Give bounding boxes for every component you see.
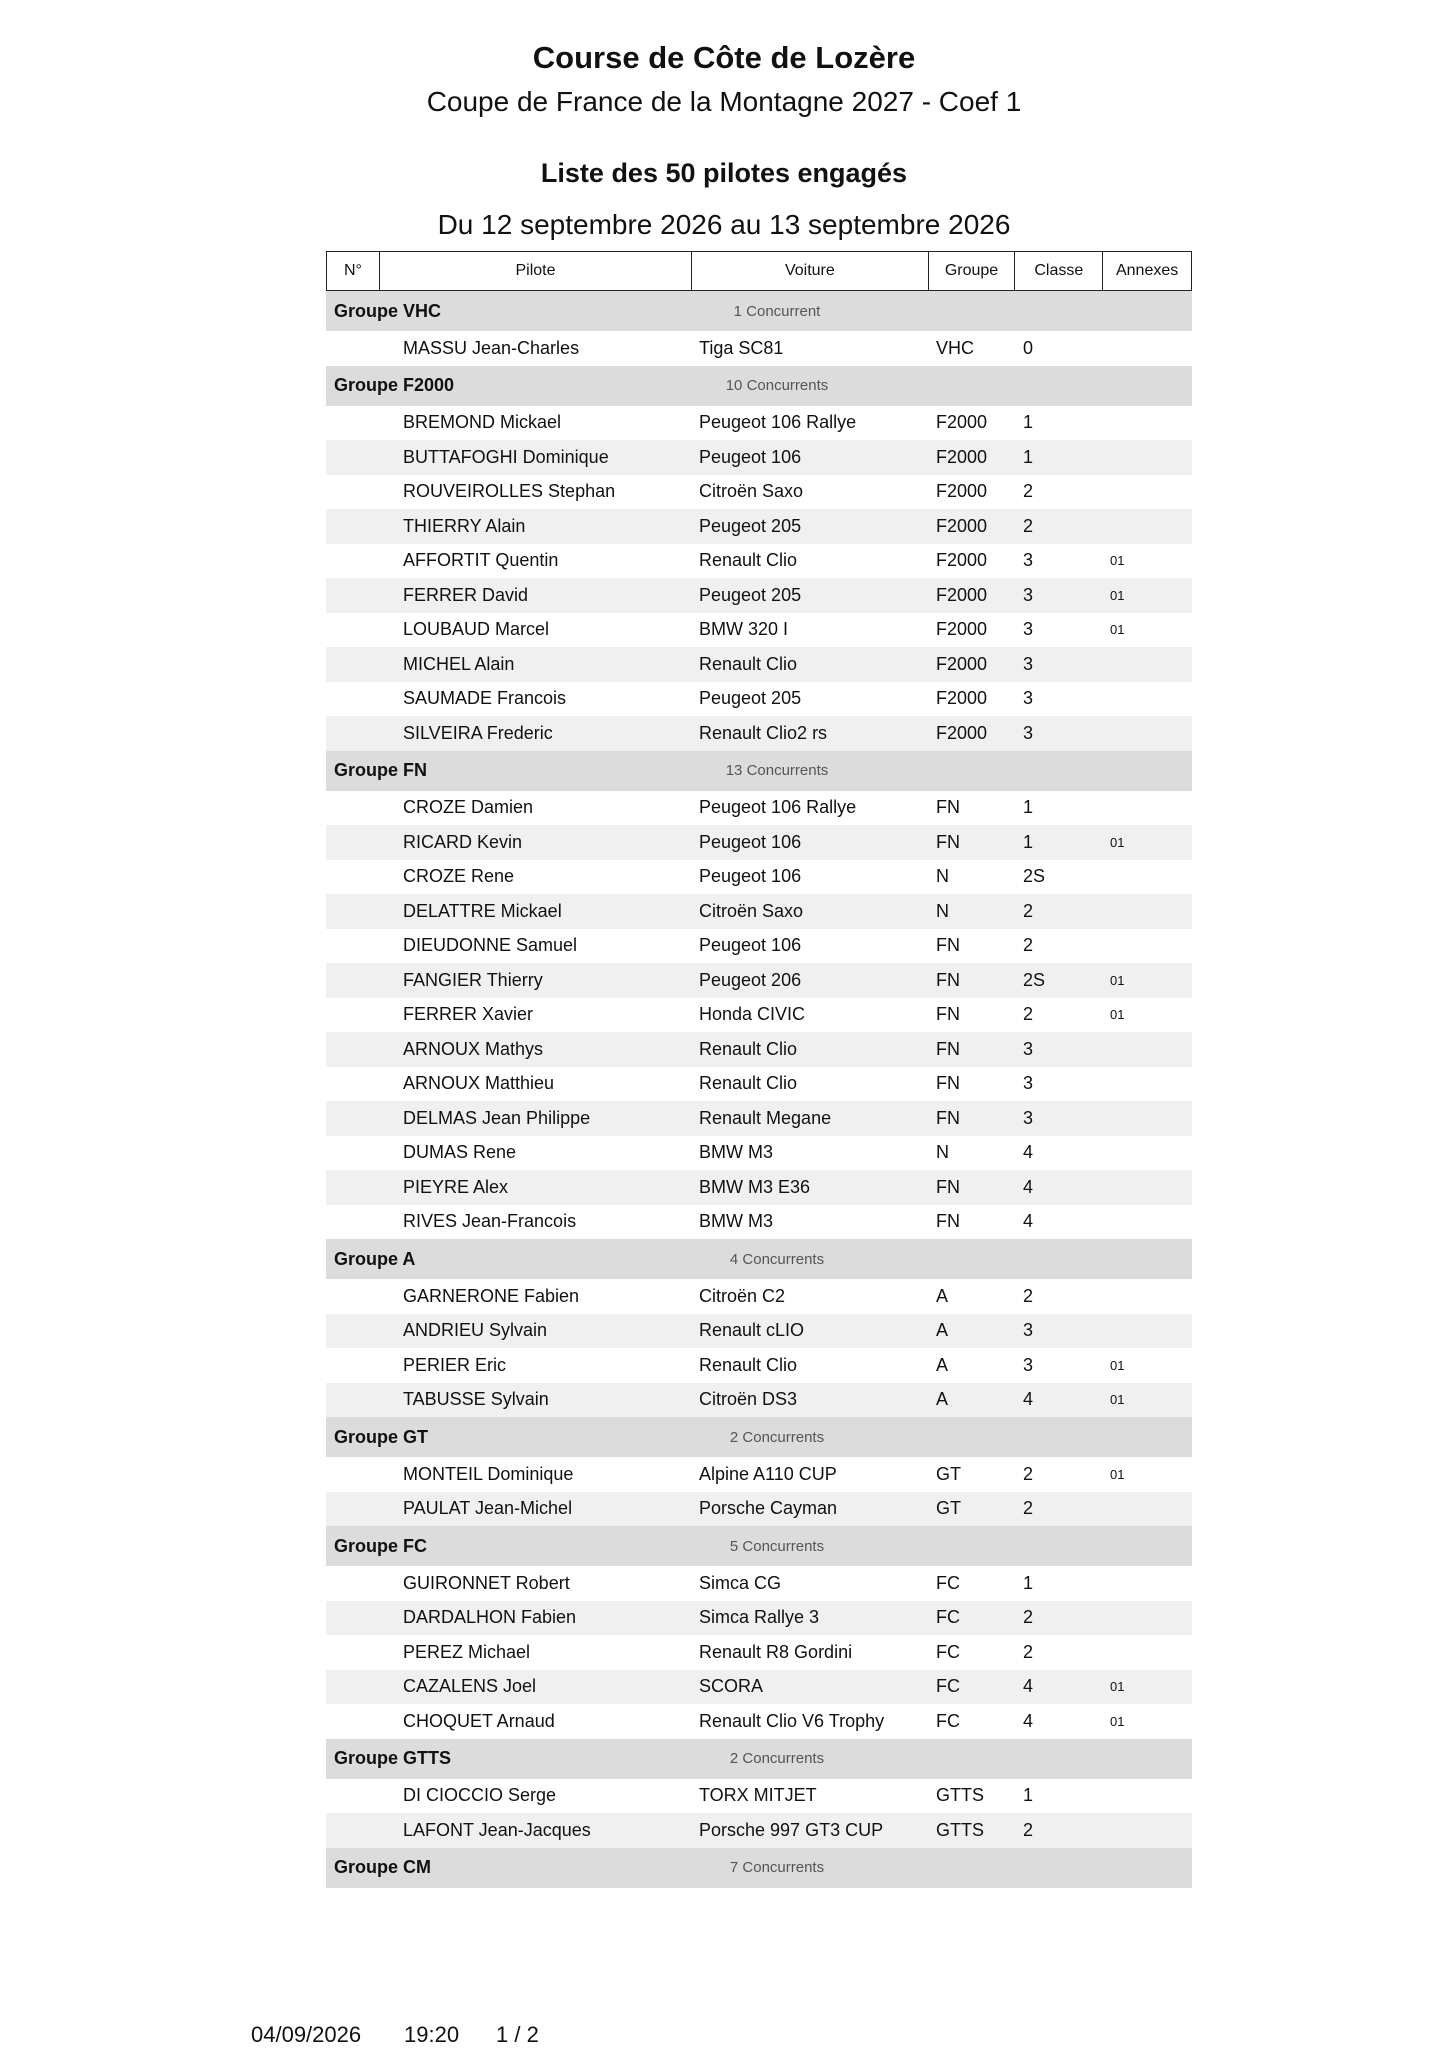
table-row (326, 406, 1192, 441)
cell-classe: 3 (1023, 1320, 1034, 1341)
cell-voiture: TORX MITJET (699, 1785, 817, 1806)
cell-annexes: 01 (1110, 1357, 1125, 1373)
group-name: Groupe A (334, 1248, 416, 1269)
table-row (326, 475, 1192, 510)
cell-classe: 2 (1023, 1498, 1034, 1519)
cell-annexes: 01 (1110, 1713, 1125, 1729)
group-count: 5 Concurrents (729, 1537, 825, 1555)
group-header-row (326, 1417, 1192, 1457)
table-row (326, 1136, 1192, 1171)
table-row (326, 1279, 1192, 1314)
cell-classe: 4 (1023, 1211, 1034, 1232)
cell-classe: 0 (1023, 337, 1034, 358)
cell-annexes: 01 (1110, 553, 1125, 569)
cell-classe: 1 (1023, 1572, 1034, 1593)
cell-voiture: Peugeot 106 (699, 866, 802, 887)
table-row (326, 1032, 1192, 1067)
cell-groupe: FC (936, 1710, 960, 1731)
cell-classe: 2 (1023, 1285, 1034, 1306)
cell-classe: 1 (1023, 412, 1034, 433)
cell-groupe: FC (936, 1676, 960, 1697)
cell-annexes: 01 (1110, 1679, 1125, 1695)
cell-annexes: 01 (1110, 1007, 1125, 1023)
table-row (326, 894, 1192, 929)
cell-voiture: Porsche 997 GT3 CUP (699, 1819, 884, 1840)
cell-voiture: Renault Clio2 rs (699, 722, 828, 743)
cell-voiture: Renault Clio (699, 653, 798, 674)
table-row (326, 1067, 1192, 1102)
cell-classe: 2 (1023, 1819, 1034, 1840)
cell-annexes: 01 (1110, 1466, 1125, 1482)
group-name: Groupe F2000 (334, 375, 455, 395)
cell-groupe: F2000 (936, 584, 988, 605)
cell-voiture: Tiga SC81 (699, 337, 784, 358)
cell-voiture: Renault Clio (699, 1073, 798, 1094)
group-header-row (326, 751, 1192, 791)
cell-pilote: MICHEL Alain (403, 653, 515, 674)
cell-groupe: N (936, 1142, 949, 1163)
cell-classe: 1 (1023, 797, 1034, 818)
cell-pilote: PIEYRE Alex (403, 1176, 509, 1197)
table-row (326, 440, 1192, 475)
footer-date: 04/09/2026 (251, 2022, 362, 2047)
cell-groupe: F2000 (936, 722, 988, 743)
cell-pilote: CROZE Rene (403, 866, 515, 887)
cell-pilote: RIVES Jean-Francois (403, 1211, 577, 1232)
cell-groupe: N (936, 866, 949, 887)
header-pilote: Pilote (380, 252, 692, 290)
cell-groupe: A (936, 1389, 949, 1410)
cell-voiture: Peugeot 205 (699, 584, 802, 605)
cell-groupe: FN (936, 797, 960, 818)
table-row (326, 998, 1192, 1033)
table-row (326, 1704, 1192, 1739)
cell-classe: 2S (1023, 969, 1046, 990)
cell-groupe: FN (936, 1004, 960, 1025)
group-name: Groupe FN (334, 760, 427, 780)
cell-voiture: Peugeot 205 (699, 515, 802, 536)
cell-pilote: ROUVEIROLLES Stephan (403, 481, 616, 502)
group-count: 4 Concurrents (729, 1250, 825, 1268)
list-title: Liste des 50 pilotes engagés (540, 158, 908, 188)
group-count: 10 Concurrents (725, 377, 829, 394)
table-header (326, 251, 1192, 291)
cell-classe: 1 (1023, 831, 1034, 852)
footer-time: 19:20 (404, 2022, 460, 2047)
cell-voiture: BMW M3 E36 (699, 1176, 811, 1197)
cell-annexes: 01 (1110, 587, 1125, 603)
table-body (326, 291, 1192, 1888)
cell-groupe: FN (936, 1211, 960, 1232)
group-header-row (326, 1239, 1192, 1279)
cell-pilote: DI CIOCCIO Serge (403, 1785, 557, 1806)
cell-voiture: Citroën C2 (699, 1285, 786, 1306)
group-name: Groupe GTTS (334, 1748, 451, 1768)
table-row (326, 1813, 1192, 1848)
cell-classe: 4 (1023, 1176, 1034, 1197)
cell-pilote: RICARD Kevin (403, 831, 523, 852)
cell-pilote: PAULAT Jean-Michel (403, 1498, 573, 1519)
group-count: 1 Concurrent (733, 302, 821, 320)
cell-groupe: F2000 (936, 550, 988, 571)
cell-pilote: LOUBAUD Marcel (403, 619, 550, 640)
cell-pilote: MONTEIL Dominique (403, 1463, 574, 1484)
cell-pilote: FERRER Xavier (403, 1004, 534, 1025)
cell-voiture: Citroën Saxo (699, 900, 804, 921)
group-header-row (326, 1739, 1192, 1779)
group-header-row (326, 1848, 1192, 1888)
header-voiture: Voiture (692, 252, 928, 290)
cell-groupe: FN (936, 935, 960, 956)
cell-classe: 3 (1023, 653, 1034, 674)
cell-groupe: F2000 (936, 446, 988, 467)
cell-groupe: VHC (936, 337, 975, 358)
cell-voiture: SCORA (699, 1676, 764, 1697)
cell-classe: 4 (1023, 1389, 1034, 1410)
cell-groupe: F2000 (936, 481, 988, 502)
cell-groupe: F2000 (936, 412, 988, 433)
table-row (326, 860, 1192, 895)
cell-pilote: PEREZ Michael (403, 1641, 531, 1662)
cell-voiture: Renault cLIO (699, 1320, 805, 1341)
cell-groupe: GTTS (936, 1819, 984, 1840)
cell-pilote: ARNOUX Matthieu (403, 1073, 555, 1094)
group-count: 7 Concurrents (729, 1859, 825, 1876)
cell-classe: 2 (1023, 935, 1034, 956)
cell-voiture: Simca CG (699, 1572, 782, 1593)
cell-voiture: BMW 320 I (699, 619, 789, 640)
cell-voiture: Peugeot 206 (699, 969, 802, 990)
cell-groupe: FN (936, 1038, 960, 1059)
cell-pilote: TABUSSE Sylvain (403, 1389, 549, 1410)
cell-voiture: Renault Clio (699, 1354, 798, 1375)
header-groupe: Groupe (929, 252, 1016, 290)
cell-pilote: FERRER David (403, 584, 529, 605)
cell-classe: 4 (1023, 1676, 1034, 1697)
cell-pilote: ARNOUX Mathys (403, 1038, 544, 1059)
cell-voiture: BMW M3 (699, 1142, 773, 1163)
cell-groupe: FN (936, 1107, 960, 1128)
cell-classe: 3 (1023, 550, 1034, 571)
cell-voiture: Alpine A110 CUP (699, 1463, 837, 1484)
cell-voiture: Porsche Cayman (699, 1498, 838, 1519)
cell-groupe: FN (936, 1073, 960, 1094)
cell-classe: 2 (1023, 1463, 1034, 1484)
cell-pilote: BREMOND Mickael (403, 412, 562, 433)
table-row (326, 791, 1192, 826)
group-header-row (326, 1526, 1192, 1566)
cell-pilote: LAFONT Jean-Jacques (403, 1819, 591, 1840)
group-name: Groupe CM (334, 1857, 431, 1877)
cell-pilote: DIEUDONNE Samuel (403, 935, 578, 956)
group-count: 13 Concurrents (725, 762, 829, 779)
table-row (326, 1205, 1192, 1240)
group-count: 2 Concurrents (729, 1428, 825, 1446)
cell-classe: 3 (1023, 1354, 1034, 1375)
table-row (326, 929, 1192, 964)
cell-pilote: CROZE Damien (403, 797, 534, 818)
cell-voiture: Renault Clio (699, 550, 798, 571)
cell-groupe: A (936, 1320, 949, 1341)
cell-classe: 3 (1023, 584, 1034, 605)
cell-pilote: THIERRY Alain (403, 515, 526, 536)
cell-pilote: FANGIER Thierry (403, 969, 543, 990)
group-header-row (326, 366, 1192, 406)
cell-groupe: F2000 (936, 653, 988, 674)
cell-groupe: FC (936, 1607, 960, 1628)
table-row (326, 1170, 1192, 1205)
table-row (326, 544, 1192, 579)
cell-groupe: GT (936, 1463, 961, 1484)
cell-groupe: FN (936, 1176, 960, 1197)
cell-pilote: AFFORTIT Quentin (403, 550, 559, 571)
cell-classe: 3 (1023, 1107, 1034, 1128)
group-name: Groupe FC (334, 1535, 427, 1556)
table-row (326, 1601, 1192, 1636)
group-name: Groupe VHC (334, 300, 442, 321)
cell-classe: 3 (1023, 619, 1034, 640)
cell-groupe: GTTS (936, 1785, 984, 1806)
cell-classe: 3 (1023, 1038, 1034, 1059)
table-row (326, 1457, 1192, 1492)
table-row (326, 1383, 1192, 1418)
cell-pilote: GARNERONE Fabien (403, 1285, 580, 1306)
cell-classe: 2 (1023, 1004, 1034, 1025)
cell-groupe: F2000 (936, 688, 988, 709)
event-dates: Du 12 septembre 2026 au 13 septembre 2026 (437, 209, 1011, 240)
table-row (326, 613, 1192, 648)
cell-annexes: 01 (1110, 834, 1125, 850)
cell-pilote: CAZALENS Joel (403, 1676, 537, 1697)
cell-pilote: DUMAS Rene (403, 1142, 517, 1163)
table-row (326, 682, 1192, 717)
table-row (326, 647, 1192, 682)
cell-groupe: F2000 (936, 515, 988, 536)
cell-classe: 2 (1023, 900, 1034, 921)
cell-groupe: A (936, 1285, 949, 1306)
table-row (326, 1635, 1192, 1670)
cell-classe: 2 (1023, 515, 1034, 536)
cell-pilote: DELATTRE Mickael (403, 900, 562, 921)
cell-groupe: GT (936, 1498, 961, 1519)
cell-classe: 4 (1023, 1142, 1034, 1163)
cell-classe: 3 (1023, 688, 1034, 709)
table-row (326, 1348, 1192, 1383)
page-subtitle: Coupe de France de la Montagne 2027 - Coef 1 (426, 86, 1022, 117)
table-row (326, 331, 1192, 366)
cell-groupe: FN (936, 831, 960, 852)
cell-voiture: Renault R8 Gordini (699, 1641, 853, 1662)
cell-classe: 1 (1023, 1785, 1034, 1806)
cell-pilote: DELMAS Jean Philippe (403, 1107, 591, 1128)
cell-classe: 2 (1023, 1641, 1034, 1662)
header-classe: Classe (1015, 252, 1103, 290)
cell-pilote: MASSU Jean-Charles (403, 337, 580, 358)
table-row (326, 1314, 1192, 1349)
cell-classe: 1 (1023, 446, 1034, 467)
cell-pilote: SAUMADE Francois (403, 688, 567, 709)
table-row (326, 1101, 1192, 1136)
cell-voiture: Simca Rallye 3 (699, 1607, 820, 1628)
group-count: 2 Concurrents (729, 1750, 825, 1767)
cell-groupe: FC (936, 1572, 960, 1593)
table-row (326, 1670, 1192, 1705)
cell-pilote: CHOQUET Arnaud (403, 1710, 555, 1731)
header-annexes: Annexes (1115, 262, 1179, 279)
cell-voiture: Citroën Saxo (699, 481, 804, 502)
cell-voiture: Renault Clio V6 Trophy (699, 1710, 885, 1731)
cell-classe: 2S (1023, 866, 1046, 887)
cell-voiture: Peugeot 106 (699, 935, 802, 956)
cell-voiture: Renault Clio (699, 1038, 798, 1059)
cell-voiture: Citroën DS3 (699, 1389, 798, 1410)
cell-voiture: Peugeot 106 Rallye (699, 797, 857, 818)
page-title: Course de Côte de Lozère (532, 40, 916, 75)
cell-voiture: Peugeot 106 Rallye (699, 412, 857, 433)
cell-groupe: N (936, 900, 949, 921)
table-row (326, 1566, 1192, 1601)
cell-annexes: 01 (1110, 622, 1125, 638)
table-row (326, 716, 1192, 751)
cell-voiture: Peugeot 106 (699, 446, 802, 467)
table-row (326, 1492, 1192, 1527)
table-row (326, 1779, 1192, 1814)
entries-table (326, 251, 1192, 1888)
cell-pilote: BUTTAFOGHI Dominique (403, 446, 609, 467)
cell-annexes: 01 (1110, 1392, 1125, 1408)
cell-voiture: Honda CIVIC (699, 1004, 806, 1025)
table-row (326, 578, 1192, 613)
table-row (326, 963, 1192, 998)
cell-voiture: BMW M3 (699, 1211, 773, 1232)
cell-pilote: SILVEIRA Frederic (403, 722, 553, 743)
cell-voiture: Peugeot 106 (699, 831, 802, 852)
cell-pilote: ANDRIEU Sylvain (403, 1320, 548, 1341)
footer-page: 1 / 2 (496, 2022, 539, 2047)
cell-classe: 2 (1023, 1607, 1034, 1628)
cell-groupe: A (936, 1354, 949, 1375)
group-header-row (326, 291, 1192, 331)
cell-groupe: F2000 (936, 619, 988, 640)
cell-classe: 2 (1023, 481, 1034, 502)
cell-voiture: Renault Megane (699, 1107, 832, 1128)
header-num: N° (327, 252, 380, 290)
group-name: Groupe GT (334, 1426, 428, 1447)
table-row (326, 509, 1192, 544)
cell-pilote: PERIER Eric (403, 1354, 507, 1375)
cell-voiture: Peugeot 205 (699, 688, 802, 709)
cell-pilote: DARDALHON Fabien (403, 1607, 577, 1628)
cell-classe: 3 (1023, 1073, 1034, 1094)
cell-classe: 4 (1023, 1710, 1034, 1731)
cell-classe: 3 (1023, 722, 1034, 743)
cell-annexes: 01 (1110, 972, 1125, 988)
cell-pilote: GUIRONNET Robert (403, 1572, 570, 1593)
cell-groupe: FN (936, 969, 960, 990)
cell-groupe: FC (936, 1641, 960, 1662)
table-row (326, 825, 1192, 860)
